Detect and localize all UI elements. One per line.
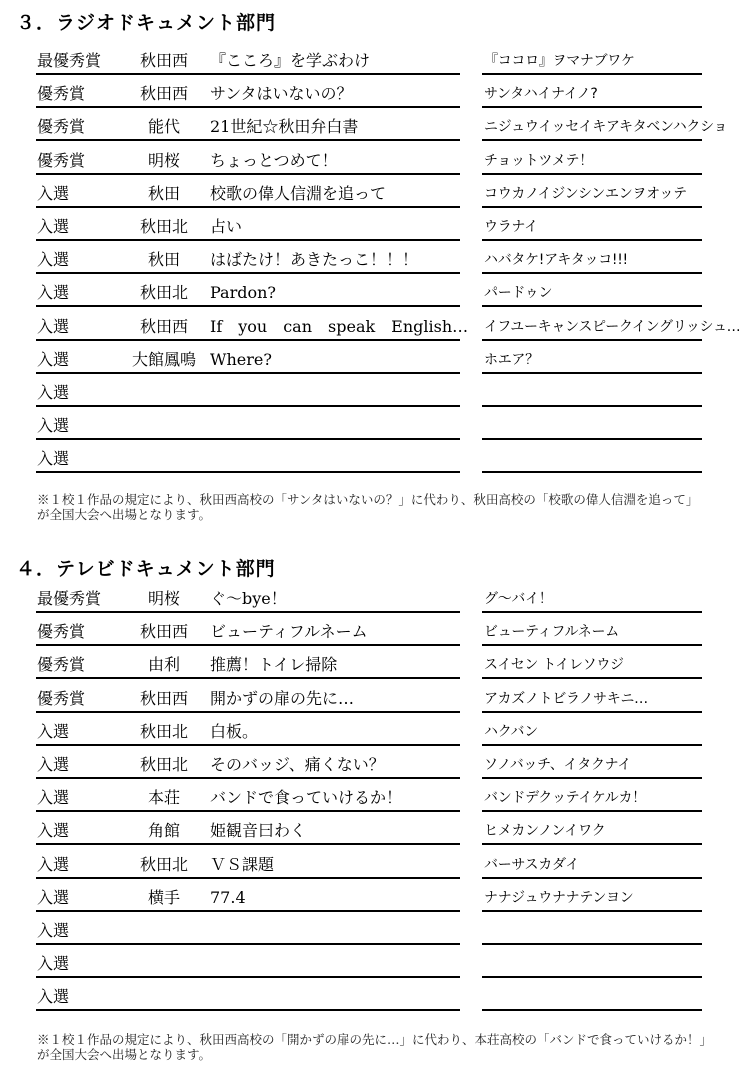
work-title-kana: パードゥン [484, 285, 553, 302]
award-label: 入選 [37, 755, 70, 774]
table-row [0, 142, 740, 175]
award-label: 入選 [37, 217, 70, 236]
work-title: 校歌の偉人信淵を追って [210, 183, 387, 203]
work-title: 21世紀☆秋田弁白書 [210, 117, 359, 137]
work-title-kana: スイセン トイレソウジ [484, 657, 624, 674]
school-name: 明桜 [147, 589, 180, 608]
award-label: 最優秀賞 [37, 589, 102, 608]
work-title-kana: ビューティフルネーム [484, 624, 619, 641]
table-row [0, 208, 740, 241]
table-row [0, 713, 740, 746]
table-row [0, 175, 740, 208]
tv-documentary-section [0, 554, 740, 1080]
kana-underline [482, 471, 702, 473]
work-title: 占い [210, 217, 243, 236]
school-name: 能代 [147, 117, 180, 137]
school-name: 秋田北 [139, 854, 188, 874]
school-name: 秋田北 [139, 217, 188, 236]
work-title-kana: ホエア？ [484, 351, 539, 368]
school-name: 秋田西 [139, 316, 188, 336]
table-row [0, 746, 740, 779]
section-note: ※１校１作品の規定により、秋田西高校の「サンタはいないの？」に代わり、秋田高校の「校歌の偉人信淵を追って」が全国大会へ出場となります。 [37, 492, 699, 522]
section-title: ３．ラジオドキュメント部門 [16, 12, 277, 34]
award-label: 入選 [37, 788, 70, 808]
school-name: 秋田西 [139, 51, 188, 70]
work-title-kana: チョットツメテ！ [484, 152, 593, 169]
radio-documentary-section [0, 8, 740, 534]
row-underline [36, 1009, 460, 1011]
work-title-kana: グ～バイ！ [484, 591, 553, 607]
work-title-kana: ソノバッチ、イタクナイ [484, 757, 632, 773]
table-row [0, 440, 740, 473]
work-title: 『こころ』を学ぶわけ [210, 51, 371, 70]
school-name: 由利 [147, 655, 180, 675]
work-title: サンタはいないの？ [210, 84, 353, 104]
work-title: ぐ～bye！ [210, 589, 287, 608]
school-name: 秋田北 [139, 283, 188, 303]
award-label: 入選 [37, 721, 70, 741]
work-title: Pardon? [210, 283, 276, 303]
work-title: そのバッジ、痛くない？ [210, 755, 385, 774]
table-row [0, 108, 740, 141]
school-name: 秋田北 [139, 755, 188, 774]
award-label: 入選 [37, 821, 70, 841]
work-title: Where? [210, 349, 272, 369]
table-row [0, 945, 740, 978]
kana-underline [482, 1009, 702, 1011]
school-name: 横手 [147, 887, 180, 907]
work-title-kana: バンドデクッテイケルカ！ [484, 790, 646, 807]
award-label: 入選 [37, 854, 70, 874]
award-label: 入選 [37, 921, 70, 940]
table-row [0, 42, 740, 75]
school-name: 角館 [147, 821, 180, 841]
award-label: 入選 [37, 349, 70, 369]
table-row [0, 374, 740, 407]
work-title-kana: アカズノトビラノサキニ… [484, 690, 648, 707]
school-name: 秋田北 [139, 721, 188, 741]
award-label: 優秀賞 [37, 117, 86, 137]
award-label: 入選 [37, 887, 70, 907]
work-title-kana: ハクバン [484, 723, 538, 740]
work-title: 77.4 [210, 887, 246, 907]
work-title: ＶＳ課題 [210, 854, 275, 874]
work-title-kana: ハバタケ!アキタッコ!!! [484, 252, 628, 269]
school-name: 秋田西 [139, 84, 188, 104]
work-title-kana: ウラナイ [484, 219, 538, 235]
work-title-kana: コウカノイジンシンエンヲオッテ [484, 185, 687, 202]
work-title: 白板。 [210, 721, 259, 741]
table-row [0, 846, 740, 879]
work-title: If you can speak English… [210, 316, 469, 336]
work-title-kana: ナナジュウナナテンヨン [484, 889, 634, 906]
table-row [0, 580, 740, 613]
school-name: 本荘 [147, 788, 180, 808]
school-name: 秋田西 [139, 688, 188, 708]
work-title-kana: イフユーキャンスピークイングリッシュ… [484, 318, 740, 335]
table-row [0, 779, 740, 812]
section-note: ※１校１作品の規定により、秋田西高校の「開かずの扉の先に…」に代わり、本荘高校の「バンドで食っていけるか！」が全国大会へ出場となります。 [37, 1032, 706, 1062]
work-title-kana: 『ココロ』ヲマナブワケ [484, 53, 635, 69]
work-title: 推薦！トイレ掃除 [210, 655, 338, 675]
award-label: 入選 [37, 316, 70, 336]
award-label: 最優秀賞 [37, 51, 102, 70]
table-row [0, 407, 740, 440]
school-name: 明桜 [147, 150, 180, 170]
award-label: 入選 [37, 383, 70, 402]
work-title: バンドで食っていけるか！ [210, 788, 403, 808]
school-name: 秋田 [147, 250, 180, 270]
work-title-kana: ヒメカンノンイワク [484, 823, 606, 840]
work-title: 開かずの扉の先に… [210, 688, 355, 708]
work-title-kana: サンタハイナイノ? [484, 86, 598, 103]
work-title: 姫観音曰わく [210, 821, 307, 841]
work-title: ビューティフルネーム [210, 622, 368, 642]
table-row [0, 274, 740, 307]
award-label: 入選 [37, 987, 70, 1007]
school-name: 秋田 [147, 183, 180, 203]
award-label: 入選 [37, 250, 70, 270]
table-row [0, 75, 740, 108]
row-underline [36, 471, 460, 473]
table-row [0, 680, 740, 713]
table-row [0, 341, 740, 374]
school-name: 大館鳳鳴 [131, 349, 196, 369]
award-label: 優秀賞 [37, 150, 86, 170]
table-row [0, 308, 740, 341]
award-label: 入選 [37, 183, 70, 203]
table-row [0, 912, 740, 945]
award-label: 優秀賞 [37, 655, 86, 675]
award-label: 優秀賞 [37, 622, 86, 642]
award-label: 優秀賞 [37, 688, 86, 708]
award-label: 入選 [37, 449, 70, 469]
work-title-kana: バーサスカダイ [484, 856, 580, 873]
award-label: 入選 [37, 416, 70, 436]
school-name: 秋田西 [139, 622, 188, 642]
table-row [0, 812, 740, 845]
table-row [0, 978, 740, 1011]
table-row [0, 241, 740, 274]
award-label: 入選 [37, 954, 70, 974]
table-row [0, 879, 740, 912]
table-row [0, 613, 740, 646]
award-label: 優秀賞 [37, 84, 86, 104]
work-title: はばたけ！あきたっこ！！！ [210, 250, 419, 270]
table-row [0, 646, 740, 679]
award-label: 入選 [37, 283, 70, 303]
work-title-kana: ニジュウイッセイキアキタベンハクショ [484, 119, 728, 136]
section-title: ４．テレビドキュメント部門 [16, 558, 276, 580]
work-title: ちょっとつめて！ [210, 150, 338, 170]
